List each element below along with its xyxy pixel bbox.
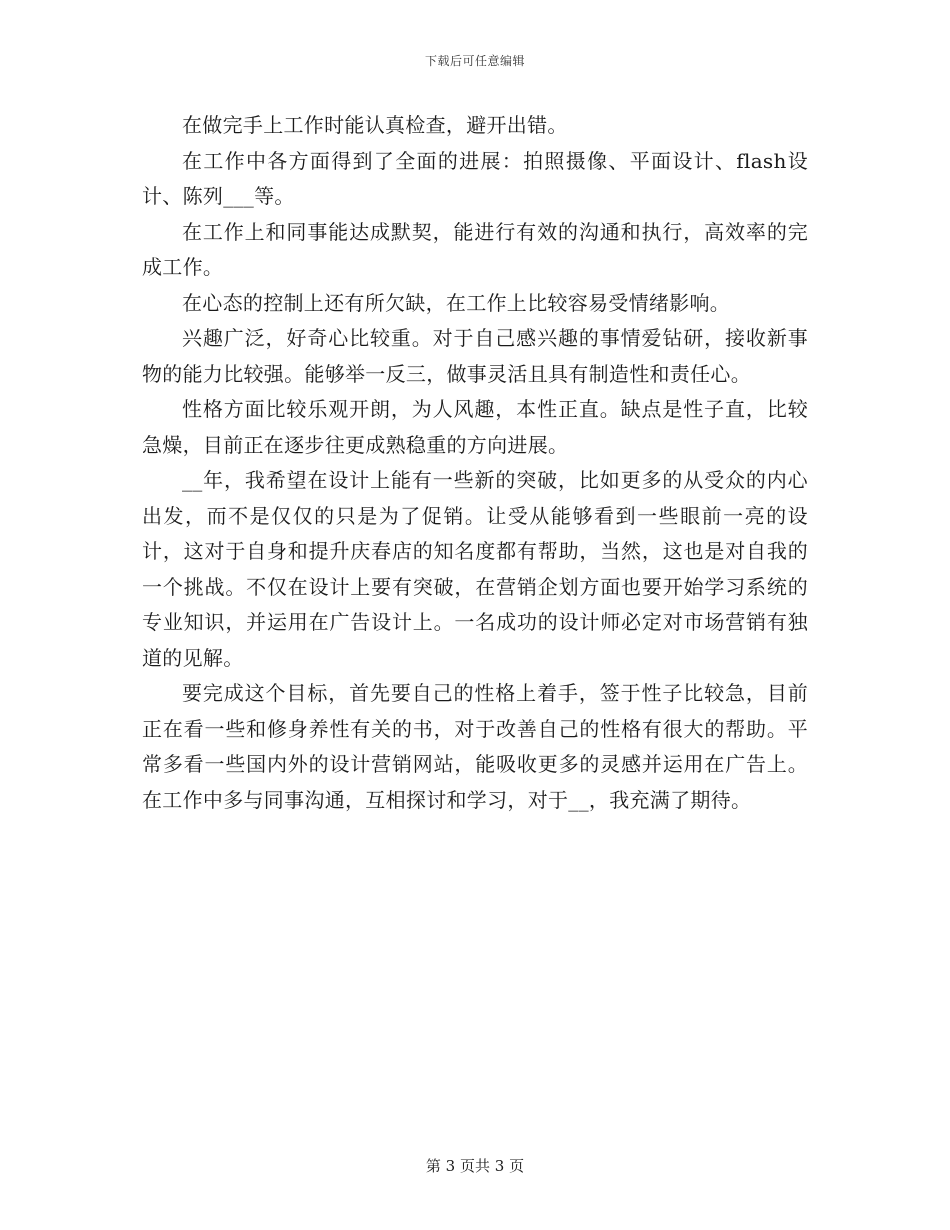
page-footer: 第 3 页共 3 页 [425, 1157, 525, 1175]
paragraph-4: 在心态的控制上还有所欠缺，在工作上比较容易受情绪影响。 [182, 290, 731, 315]
document-body [142, 108, 808, 818]
page-header: 下载后可任意编辑 [424, 54, 525, 68]
paragraph-2: 在工作中各方面得到了全面的进展：拍照摄像、平面设计、flash设计、陈列___等。 [142, 148, 808, 208]
paragraph-1: 在做完手上工作时能认真检查，避开出错。 [182, 113, 568, 137]
paragraph-5: 兴趣广泛，好奇心比较重。对于自己感兴趣的事情爱钻研，接收新事物的能力比较强。能够举一反三，做事灵活且具有制造性和责任心。 [142, 326, 808, 386]
paragraph-6: 性格方面比较乐观开朗，为人风趣，本性正直。缺点是性子直，比较急燥，目前正在逐步往更成熟稳重的方向进展。 [142, 397, 808, 457]
paragraph-7: __年，我希望在设计上能有一些新的突破，比如更多的从受众的内心出发，而不是仅仅的只是为了促销。让受从能够看到一些眼前一亮的设计，这对于自身和提升庆春店的知名度都有帮助，当然，这也是对自我的一个挑战。不仅在设计上要有突破，在营销企划方面也要开始学习系统的专业知识，并运用在广告设计上。一名成功的设计师必定对市场营销有独道的见解。 [142, 468, 808, 670]
paragraph-3: 在工作上和同事能达成默契，能进行有效的沟通和执行，高效率的完成工作。 [142, 219, 808, 279]
paragraph-8: 要完成这个目标，首先要自己的性格上着手，签于性子比较急，目前正在看一些和修身养性有关的书，对于改善自己的性格有很大的帮助。平常多看一些国内外的设计营销网站，能吸收更多的灵感并运用在广告上。在工作中多与同事沟通，互相探讨和学习，对于__，我充满了期待。 [142, 681, 808, 812]
